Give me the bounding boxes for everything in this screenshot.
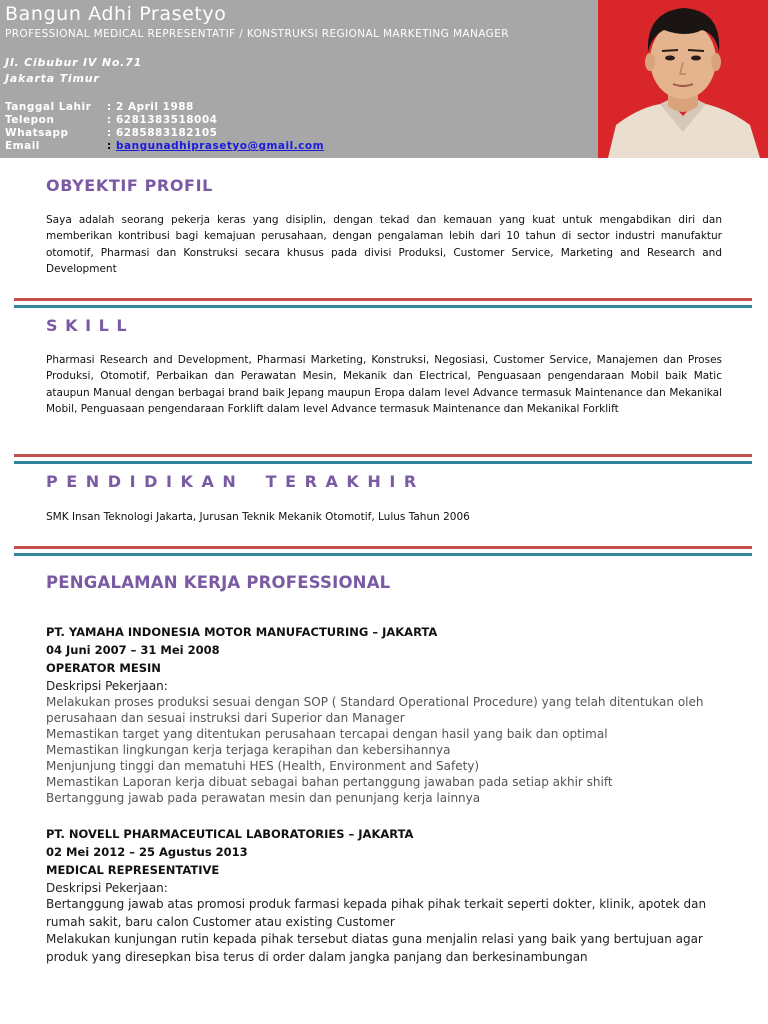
job-task: Memastikan target yang ditentukan perusahaan tercapai dengan hasil yang baik dan optimal <box>46 727 608 741</box>
education-text: SMK Insan Teknologi Jakarta, Jurusan Teknik Mekanik Otomotif, Lulus Tahun 2006 <box>46 511 470 523</box>
address-line-2: Jakarta Timur <box>5 72 100 85</box>
job-period: 04 Juni 2007 – 31 Mei 2008 <box>46 643 220 657</box>
email-link[interactable]: bangunadhiprasetyo@gmail.com <box>116 140 325 152</box>
section-divider <box>14 298 752 308</box>
info-label: Email <box>5 140 40 152</box>
info-label: Whatsapp <box>5 127 69 139</box>
info-value: 6285883182105 <box>116 127 218 139</box>
info-separator: : <box>107 127 112 139</box>
objective-text: Saya adalah seorang pekerja keras yang disiplin, dengan tekad dan kemauan yang kuat untuk mengabdikan diri dan memberikan kontribusi bagi kemajuan perusahaan, dengan pengalaman lebih dari 10 tahun di sector industri manufaktur otomotif, Pharmasi dan Konstruksi secara khusus pada divisi Produksi, Customer Service, Marketing and Research and Development <box>46 214 722 275</box>
profile-photo <box>598 0 768 158</box>
section-title-education: P E N D I D I K A N T E R A K H I R <box>46 472 418 491</box>
info-separator: : <box>107 140 112 152</box>
section-title-experience: PENGALAMAN KERJA PROFESSIONAL <box>46 573 391 592</box>
section-divider <box>14 454 752 464</box>
section-divider <box>14 546 752 556</box>
info-label: Telepon <box>5 114 55 126</box>
job-task: Memastikan lingkungan kerja terjaga kerapihan dan kebersihannya <box>46 743 451 757</box>
job-company: PT. NOVELL PHARMACEUTICAL LABORATORIES – JAKARTA <box>46 827 414 841</box>
portrait-image <box>598 0 768 158</box>
address-line-1: Jl. Cibubur IV No.71 <box>5 56 143 69</box>
info-separator: : <box>107 114 112 126</box>
job-desc-label: Deskripsi Pekerjaan: <box>46 679 168 693</box>
job-task: Memastikan Laporan kerja dibuat sebagai bahan pertanggung jawaban pada setiap akhir shift <box>46 775 613 789</box>
candidate-title: PROFESSIONAL MEDICAL REPRESENTATIF / KONSTRUKSI REGIONAL MARKETING MANAGER <box>5 28 509 40</box>
job-role: OPERATOR MESIN <box>46 661 161 675</box>
job-entry <box>46 825 726 966</box>
job-task: Menjunjung tinggi dan mematuhi HES (Health, Environment and Safety) <box>46 759 480 773</box>
job-role: MEDICAL REPRESENTATIVE <box>46 863 220 877</box>
job-task: Bertanggung jawab atas promosi produk farmasi kepada pihak pihak terkait seperti dokter, klinik, apotek dan rumah sakit, baru calon Customer atau existing Customer <box>46 897 707 929</box>
job-task: Melakukan proses produksi sesuai dengan SOP ( Standard Operational Procedure) yang telah ditentukan oleh perusahaan dan sesuai instruksi dari Superior dan Manager <box>46 695 704 725</box>
info-whatsapp <box>5 127 595 140</box>
skill-text: Pharmasi Research and Development, Pharmasi Marketing, Konstruksi, Negosiasi, Customer Service, Manajemen dan Proses Produksi, Otomotif, Perbaikan dan Perawatan Mesin, Mekanik dan Electrical, Penguasaan pengendaraan Mobil baik Matic ataupun Manual dengan berbagai brand baik Jepang maupun Eropa dalam level Advance termasuk Maintenance dan Mekanikal Mobil, Penguasaan pengendaraan Forklift dalam level Advance termasuk Maintenance dan Mekanikal Forklift <box>46 354 722 415</box>
info-birthdate <box>5 101 595 114</box>
job-task: Melakukan kunjungan rutin kepada pihak tersebut diatas guna menjalin relasi yang baik yang bertujuan agar produk yang diresepkan bisa terus di order dalam jangka panjang dan berkesinambungan <box>46 932 703 964</box>
job-desc-label: Deskripsi Pekerjaan: <box>46 881 168 895</box>
info-separator: : <box>107 101 112 113</box>
job-task: Bertanggung jawab pada perawatan mesin dan penunjang kerja lainnya <box>46 791 481 805</box>
candidate-name: Bangun Adhi Prasetyo <box>5 3 227 25</box>
info-value: 6281383518004 <box>116 114 218 126</box>
info-phone <box>5 114 595 127</box>
job-entry <box>46 623 726 806</box>
info-value: 2 April 1988 <box>116 101 194 113</box>
info-email <box>5 140 595 153</box>
job-period: 02 Mei 2012 – 25 Agustus 2013 <box>46 845 248 859</box>
section-title-objective: OBYEKTIF PROFIL <box>46 176 213 195</box>
job-company: PT. YAMAHA INDONESIA MOTOR MANUFACTURING – JAKARTA <box>46 625 438 639</box>
info-label: Tanggal Lahir <box>5 101 92 113</box>
section-title-skill: S K I L L <box>46 316 128 335</box>
